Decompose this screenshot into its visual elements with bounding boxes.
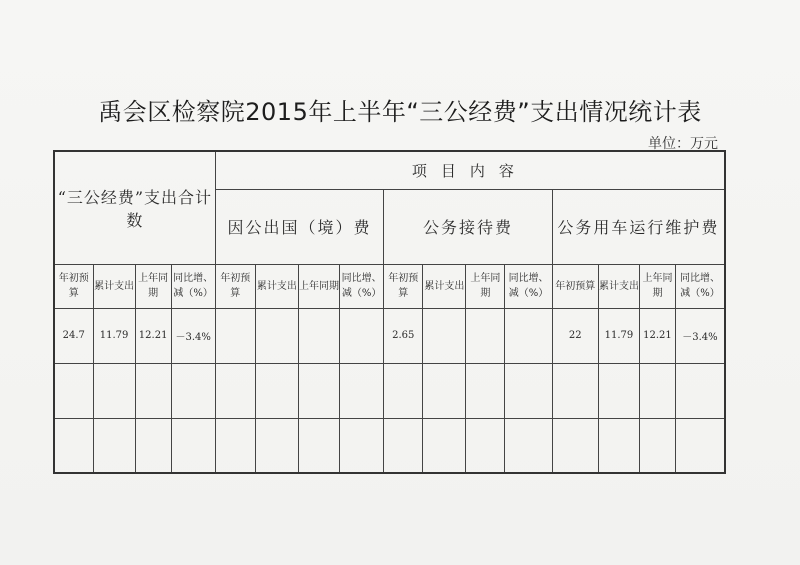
table-row <box>54 418 725 473</box>
page-title: 禹会区检察院2015年上半年“三公经费”支出情况统计表 <box>98 98 702 126</box>
table-cell <box>215 308 255 363</box>
table-cell <box>466 418 505 473</box>
sub-header: 上年同期 <box>466 264 505 308</box>
group-header-travel <box>215 189 383 264</box>
table-cell <box>135 363 171 418</box>
sub-header: 同比增、减（%） <box>171 264 215 308</box>
table-cell <box>54 418 93 473</box>
sub-header: 年初预算 <box>384 264 423 308</box>
table-cell <box>298 363 339 418</box>
table-cell <box>255 418 298 473</box>
table-cell <box>171 363 215 418</box>
sub-header: 累计支出 <box>598 264 639 308</box>
project-header-cell <box>215 151 725 189</box>
sub-header: 年初预算 <box>54 264 93 308</box>
table-cell <box>384 363 423 418</box>
table-cell <box>640 418 676 473</box>
sub-header: 上年同期 <box>135 264 171 308</box>
table-cell <box>340 418 384 473</box>
sub-header: 累计支出 <box>93 264 135 308</box>
table-cell: －3.4% <box>171 308 215 363</box>
table-cell <box>552 363 598 418</box>
table-cell: 22 <box>552 308 598 363</box>
table-cell <box>466 363 505 418</box>
table-cell <box>255 308 298 363</box>
sub-header: 同比增、减（%） <box>505 264 552 308</box>
group-header-vehicle <box>552 189 725 264</box>
table-cell <box>298 308 339 363</box>
table-cell: 11.79 <box>598 308 639 363</box>
table-cell <box>423 363 466 418</box>
project-header: 项目内容 <box>411 161 528 180</box>
table-cell <box>93 418 135 473</box>
group-label: 公务接待费 <box>422 218 513 237</box>
sub-header-row <box>54 264 725 308</box>
table-cell <box>340 308 384 363</box>
table-cell <box>640 363 676 418</box>
total-header: “三公经费”支出合计数 <box>57 187 213 230</box>
table-cell <box>675 363 725 418</box>
table-cell <box>215 418 255 473</box>
table-cell <box>466 308 505 363</box>
table-cell <box>171 418 215 473</box>
group-header-reception <box>384 189 552 264</box>
table-row <box>54 308 725 363</box>
sub-header: 年初预算 <box>552 264 598 308</box>
table-cell: 12.21 <box>640 308 676 363</box>
table-cell <box>505 418 552 473</box>
table-cell <box>505 308 552 363</box>
sub-header: 同比增、减（%） <box>675 264 725 308</box>
group-label: 公务用车运行维护费 <box>557 218 720 237</box>
table-cell: －3.4% <box>675 308 725 363</box>
table-cell <box>384 418 423 473</box>
table-cell <box>423 308 466 363</box>
table-cell <box>135 418 171 473</box>
table-cell <box>340 363 384 418</box>
table-cell <box>215 363 255 418</box>
group-label: 因公出国（境）费 <box>227 218 372 237</box>
table-cell <box>505 363 552 418</box>
table-cell <box>598 363 639 418</box>
table-cell <box>93 363 135 418</box>
sub-header: 上年同期 <box>298 264 339 308</box>
table-cell <box>423 418 466 473</box>
table-cell: 2.65 <box>384 308 423 363</box>
table-cell <box>552 418 598 473</box>
sub-header: 年初预算 <box>215 264 255 308</box>
table-cell <box>598 418 639 473</box>
sub-header: 累计支出 <box>255 264 298 308</box>
unit-label: 单位：万元 <box>648 136 718 152</box>
table-cell: 12.21 <box>135 308 171 363</box>
sub-header: 同比增、减（%） <box>340 264 384 308</box>
table-cell <box>298 418 339 473</box>
table-row <box>54 363 725 418</box>
total-header-cell <box>54 151 215 264</box>
sub-header: 累计支出 <box>423 264 466 308</box>
table-cell <box>255 363 298 418</box>
table-cell <box>54 363 93 418</box>
table-cell: 24.7 <box>54 308 93 363</box>
table-cell <box>675 418 725 473</box>
expense-table <box>53 150 726 474</box>
sub-header: 上年同期 <box>640 264 676 308</box>
table-cell: 11.79 <box>93 308 135 363</box>
